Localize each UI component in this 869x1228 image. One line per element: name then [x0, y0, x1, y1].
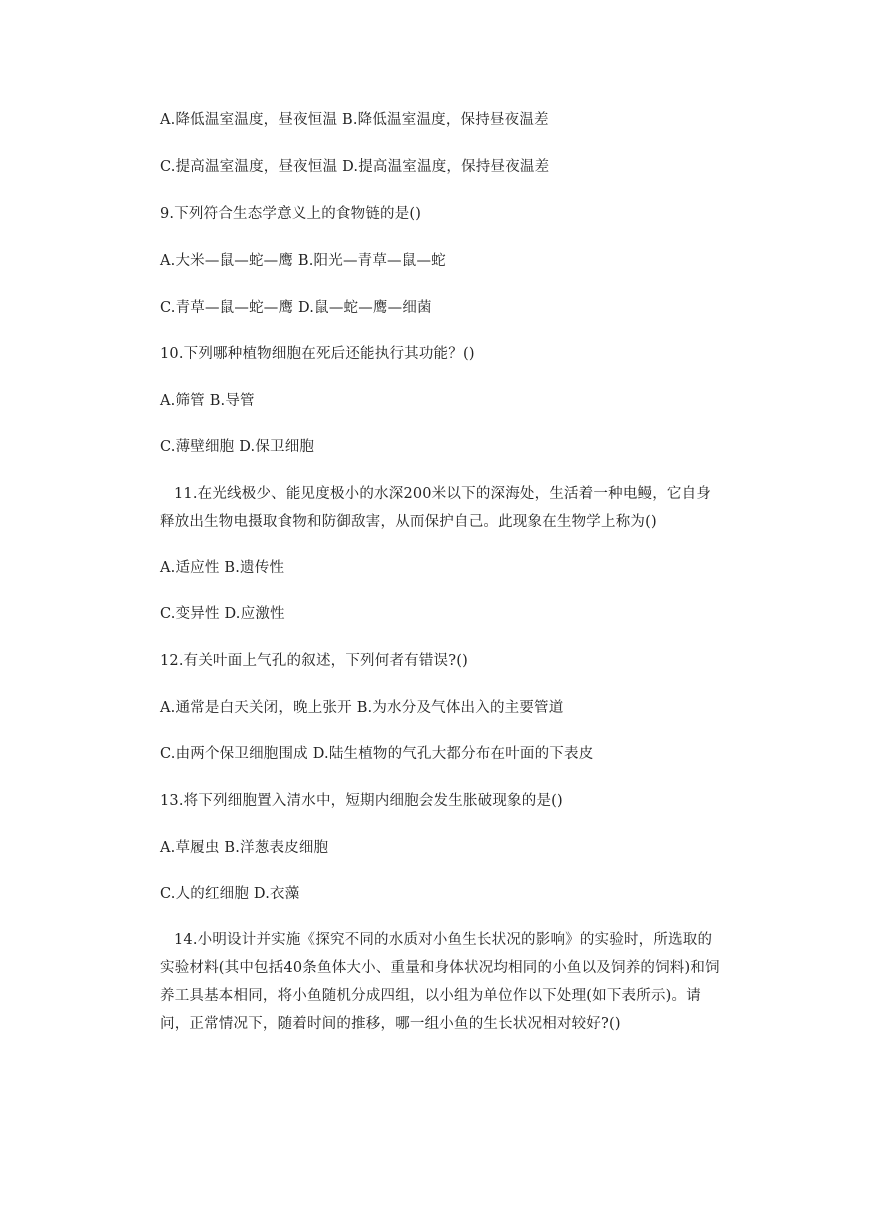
q10-options-ab: A.筛管 B.导管: [160, 393, 255, 409]
q12-options-ab: A.通常是白天关闭，晚上张开 B.为水分及气体出入的主要管道: [160, 700, 564, 716]
q9-options-ab: A.大米—鼠—蛇—鹰 B.阳光—青草—鼠—蛇: [160, 253, 446, 269]
q10-stem: 10.下列哪种植物细胞在死后还能执行其功能？(): [160, 346, 475, 362]
q13-options-ab: A.草履虫 B.洋葱表皮细胞: [160, 840, 329, 856]
q10-options-cd: C.薄壁细胞 D.保卫细胞: [160, 439, 315, 455]
q12-options-cd: C.由两个保卫细胞围成 D.陆生植物的气孔大都分布在叶面的下表皮: [160, 746, 594, 762]
q11-stem: 11.在光线极少、能见度极小的水深200米以下的深海处，生活着一种电鳗，它自身释放出生物电摄取食物和防御敌害，从而保护自己。此现象在生物学上称为(): [160, 486, 712, 530]
q13-stem: 13.将下列细胞置入清水中，短期内细胞会发生胀破现象的是(): [160, 793, 563, 809]
q11-options-cd: C.变异性 D.应激性: [160, 606, 285, 622]
q13-options-cd: C.人的红细胞 D.衣藻: [160, 886, 300, 902]
q14-stem: 14.小明设计并实施《探究不同的水质对小鱼生长状况的影响》的实验时，所选取的实验材料(其中包括40条鱼体大小、重量和身体状况均相同的小鱼以及饲养的饲料)和饲养工具基本相同，将小鱼随机分成四组，以小组为单位作以下处理(如下表所示)。请问，正常情况下，随着时间的推移，哪一组小鱼的生长状况相对较好?(): [160, 932, 720, 1032]
q9-options-cd: C.青草—鼠—蛇—鹰 D.鼠—蛇—鹰—细菌: [160, 300, 432, 316]
q11-options-ab: A.适应性 B.遗传性: [160, 560, 285, 576]
q9-stem: 9.下列符合生态学意义上的食物链的是(): [160, 206, 422, 222]
q8-options-ab: A.降低温室温度，昼夜恒温 B.降低温室温度，保持昼夜温差: [160, 112, 549, 128]
q8-options-cd: C.提高温室温度，昼夜恒温 D.提高温室温度，保持昼夜温差: [160, 159, 550, 175]
q12-stem: 12.有关叶面上气孔的叙述，下列何者有错误?(): [160, 653, 468, 669]
